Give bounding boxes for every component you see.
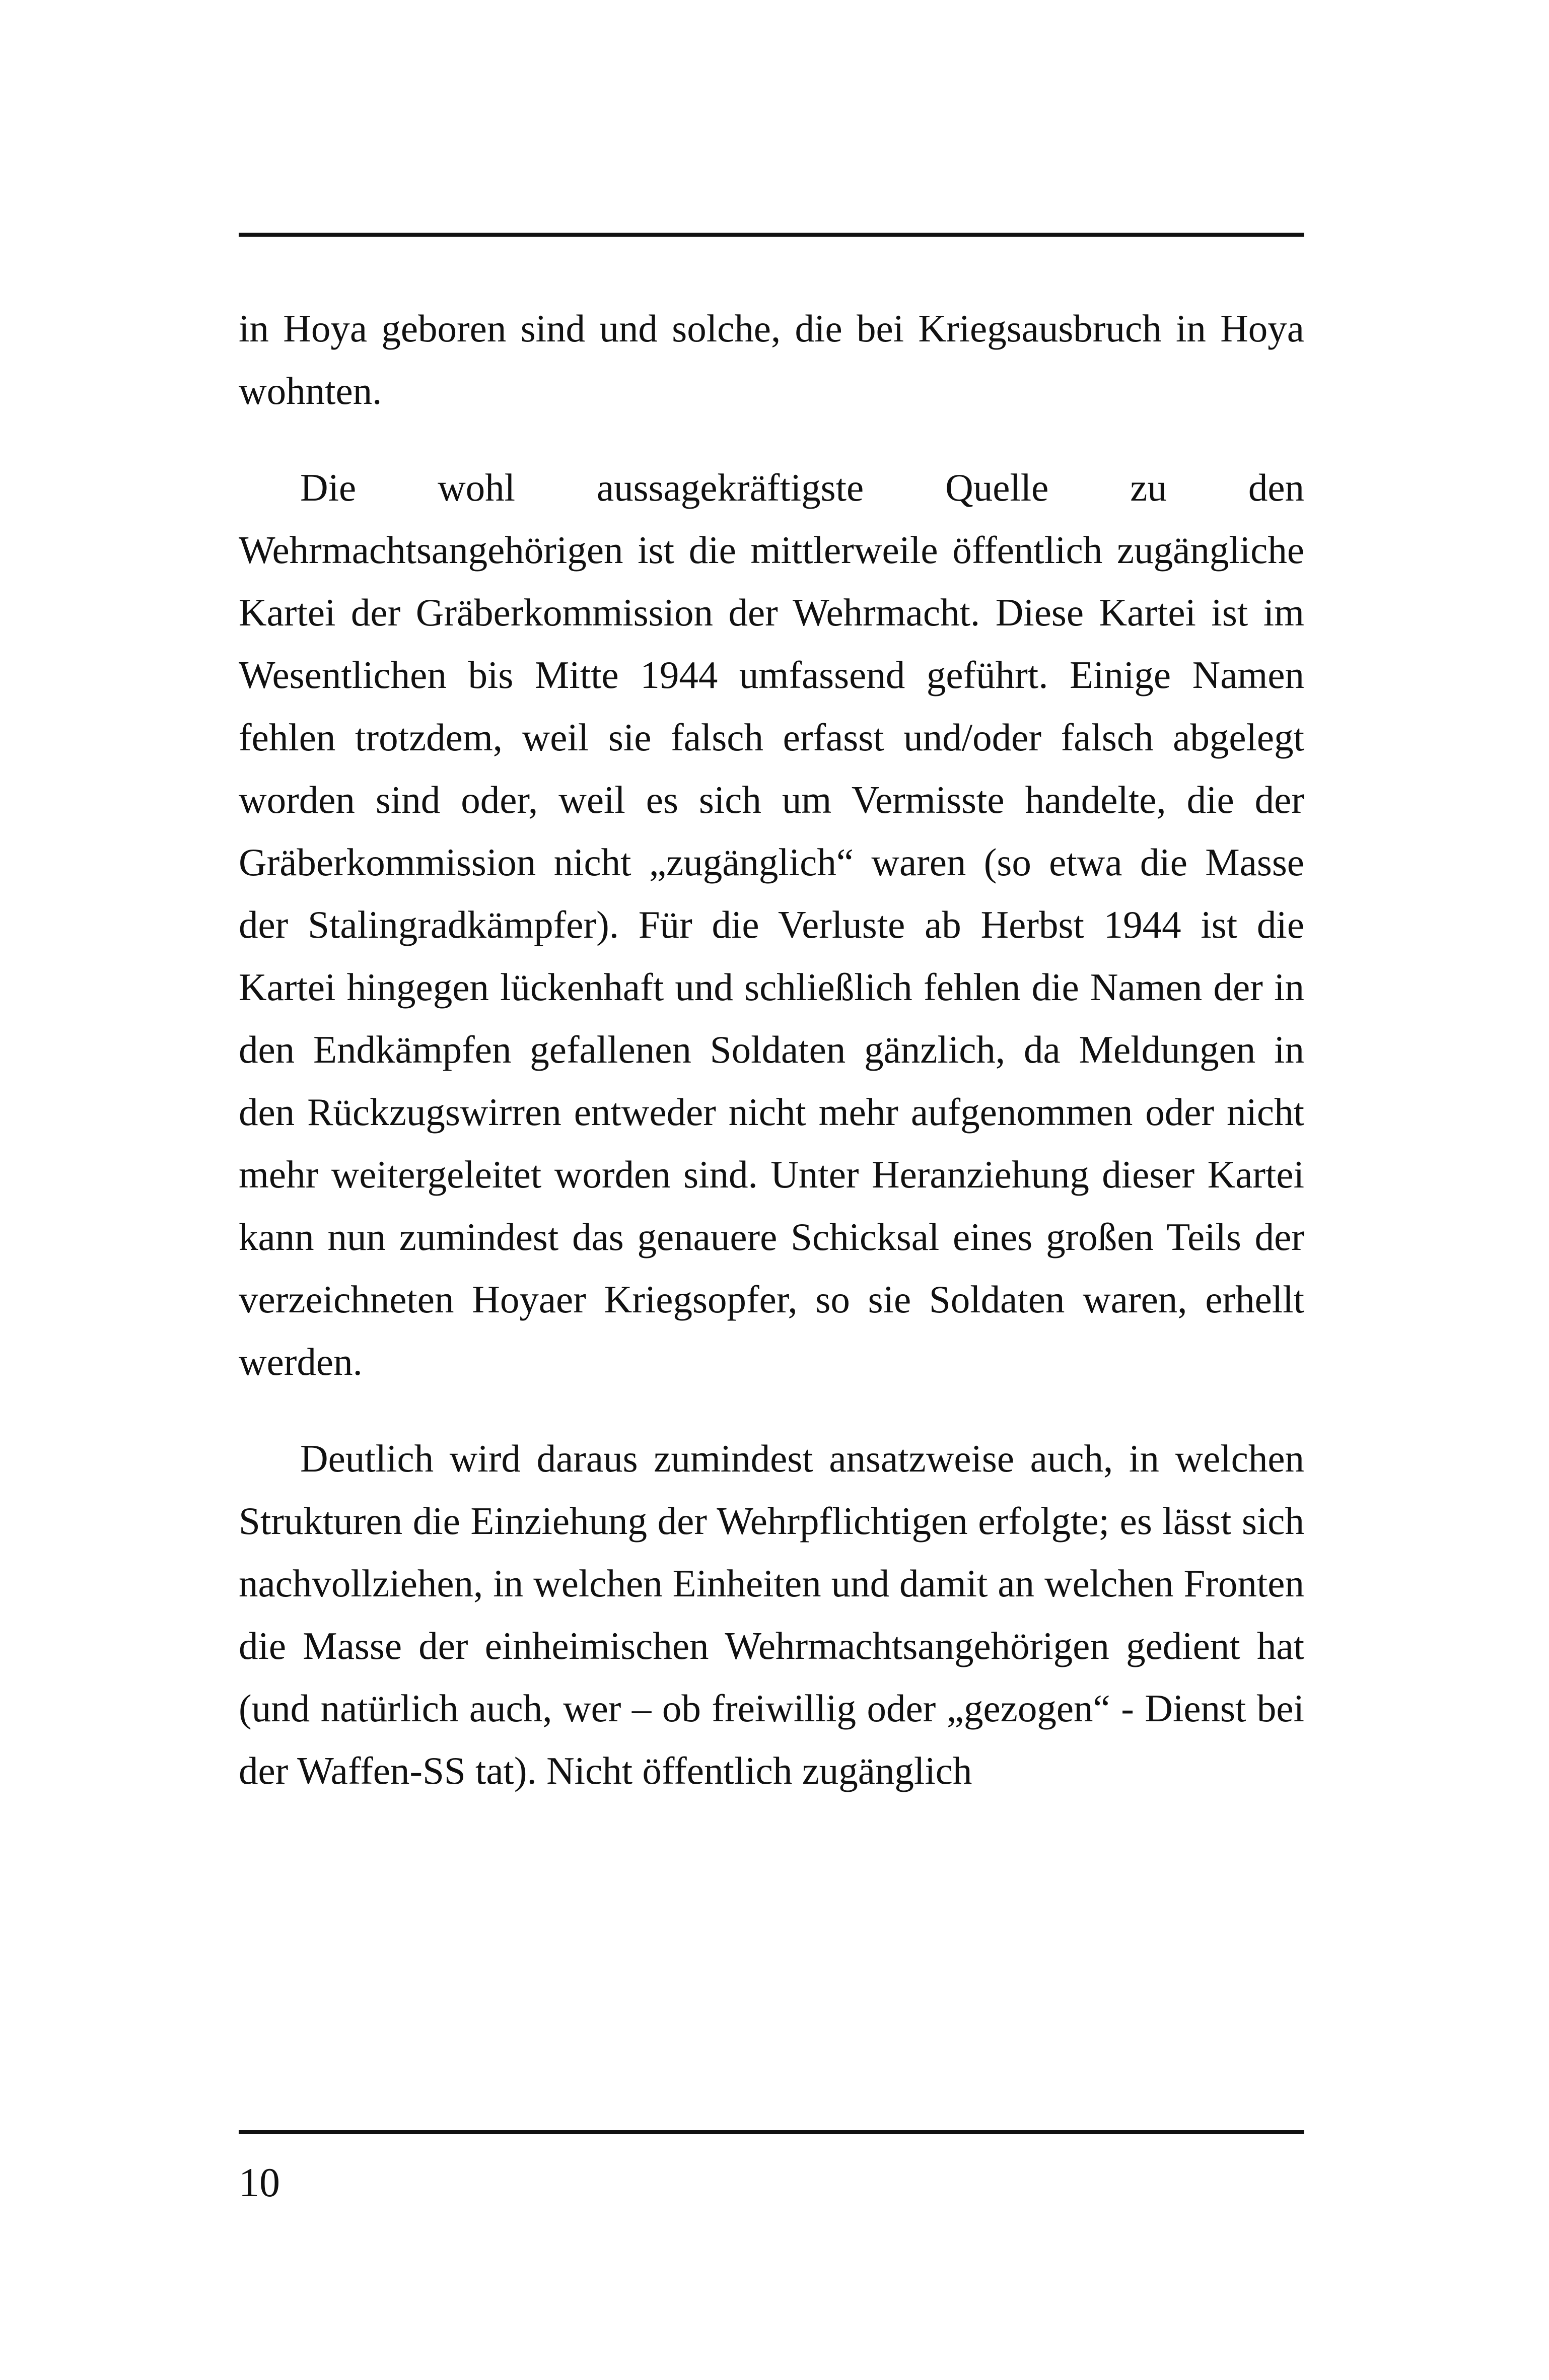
body-text [239, 297, 1304, 1836]
page-number: 10 [239, 2159, 280, 2205]
paragraph-source-description: Die wohl aussagekräftigste Quelle zu den Wehrmachtsangehörigen ist die mittlerweile öffentlich zugängliche Kartei der Gräberkommission der Wehrmacht. Diese Kartei ist im Wesentlichen bis Mitte 1944 umfassend geführt. Einige Namen fehlen trotzdem, weil sie falsch erfasst und/oder falsch abgelegt worden sind oder, weil es sich um Vermisste handelte, die der Gräberkommission nicht „zugänglich“ waren (so etwa die Masse der Stalingradkämpfer). Für die Verluste ab Herbst 1944 ist die Kartei hingegen lückenhaft und schließlich fehlen die Namen der in den Endkämpfen gefallenen Soldaten gänzlich, da Meldungen in den Rückzugswirren entweder nicht mehr aufgenommen oder nicht mehr weitergeleitet worden sind. Unter Heranziehung dieser Kartei kann nun zumindest das genauere Schicksal eines großen Teils der verzeichneten Hoyaer Kriegsopfer, so sie Soldaten waren, erhellt werden. [239, 466, 1304, 1383]
paragraph-structures: Deutlich wird daraus zumindest ansatzweise auch, in welchen Strukturen die Einziehung der Wehrpflichtigen erfolgte; es lässt sich nachvollziehen, in welchen Einheiten und damit an welchen Fronten die Masse der einheimischen Wehrmachtsangehörigen gedient hat (und natürlich auch, wer – ob freiwillig oder „gezogen“ - Dienst bei der Waffen-SS tat). Nicht öffentlich zugänglich [239, 1437, 1304, 1792]
header-rule [239, 233, 1304, 237]
paragraph-continuation: in Hoya geboren sind und solche, die bei Kriegsausbruch in Hoya wohnten. [239, 307, 1304, 412]
footer-rule [239, 2130, 1304, 2134]
